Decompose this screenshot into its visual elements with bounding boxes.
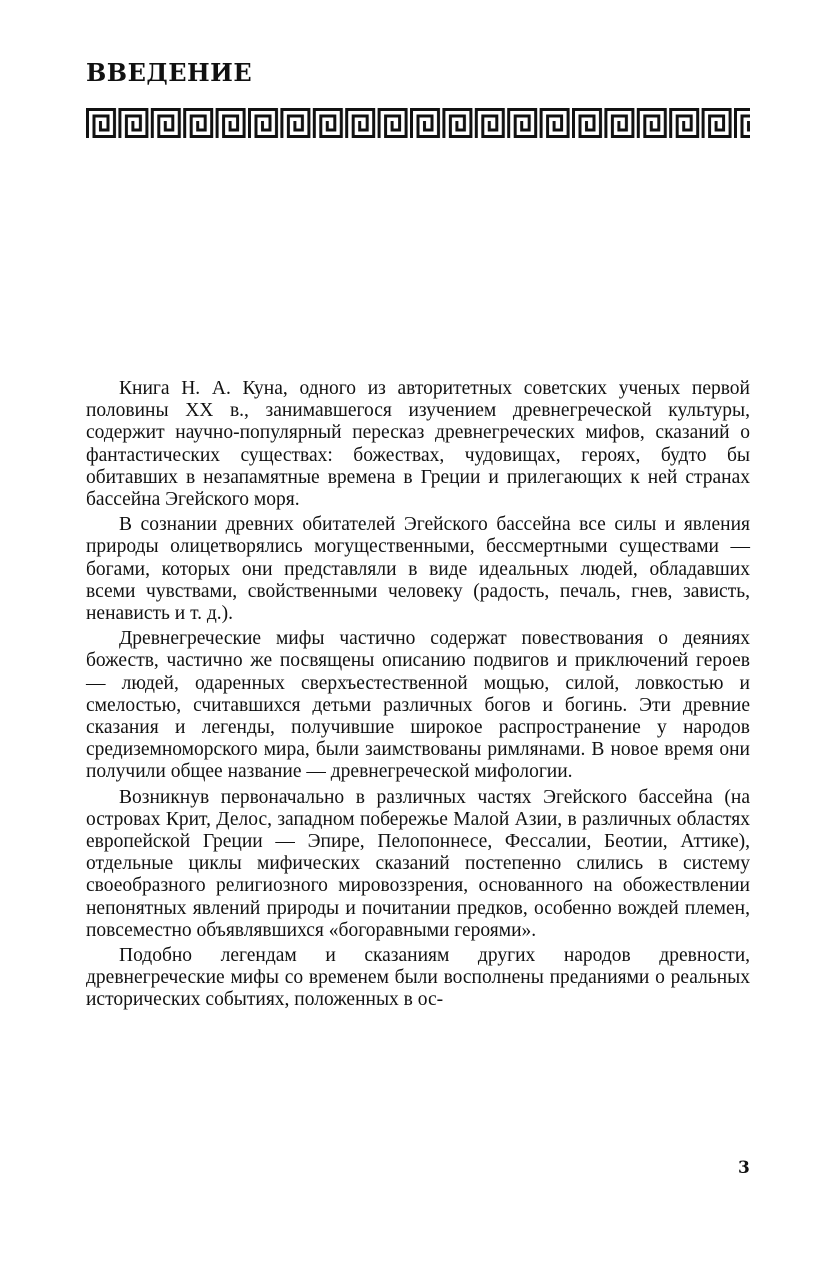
paragraph-gods: В сознании древних обитателей Эгейского бассейна все силы и явления природы олицетворялись могущественными, бессмертными существами — богами, которых они представляли в виде идеальных людей, обладавших всеми чувствами, свойственными человеку (радость, печаль, гнев, зависть, ненависть и т. д.). [86, 514, 750, 625]
paragraph-intro: Книга Н. А. Куна, одного из авторитетных советских ученых первой половины XX в., занимавшегося изучением древнегреческой культуры, содержит научно-популярный пересказ древнегреческих мифов, сказаний о фантастических существах: божествах, чудовищах, героях, будто бы обитавших в незапамятные времена в Греции и прилегающих к ней странах бассейна Эгейского моря. [86, 378, 750, 511]
paragraph-origins: Возникнув первоначально в различных частях Эгейского бассейна (на островах Крит, Делос, западном побережье Малой Азии, в различных областях европейской Греции — Эпире, Пелопоннесе, Фессалии, Беотии, Аттике), отдельные циклы мифических сказаний постепенно слились в систему своеобразного религиозного мировоззрения, основанного на обожествлении непонятных явлений природы и почитании предков, особенно вождей племен, повсеместно объявлявшихся «богоравными героями». [86, 786, 750, 941]
page-number: 3 [738, 1158, 750, 1178]
greek-meander-icon [86, 108, 750, 138]
article-body [86, 378, 750, 1015]
paragraph-myths: Древнегреческие мифы частично содержат повествования о деяниях божеств, частично же посвящены описанию подвигов и приключений героев — людей, одаренных сверхъестественной мощью, силой, ловкостью и смелостью, считавшихся детьми различных богов и богинь. Эти древние сказания и легенды, получившие широкое распространение у народов средиземноморского мира, были заимствованы римлянами. В новое время они получили общее название — древнегреческой мифологии. [86, 628, 750, 783]
paragraph-legends: Подобно легендам и сказаниям других народов древности, древнегреческие мифы со временем были восполнены преданиями о реальных исторических событиях, положенных в ос- [86, 945, 750, 1011]
page-title: ВВЕДЕНИЕ [86, 58, 253, 87]
